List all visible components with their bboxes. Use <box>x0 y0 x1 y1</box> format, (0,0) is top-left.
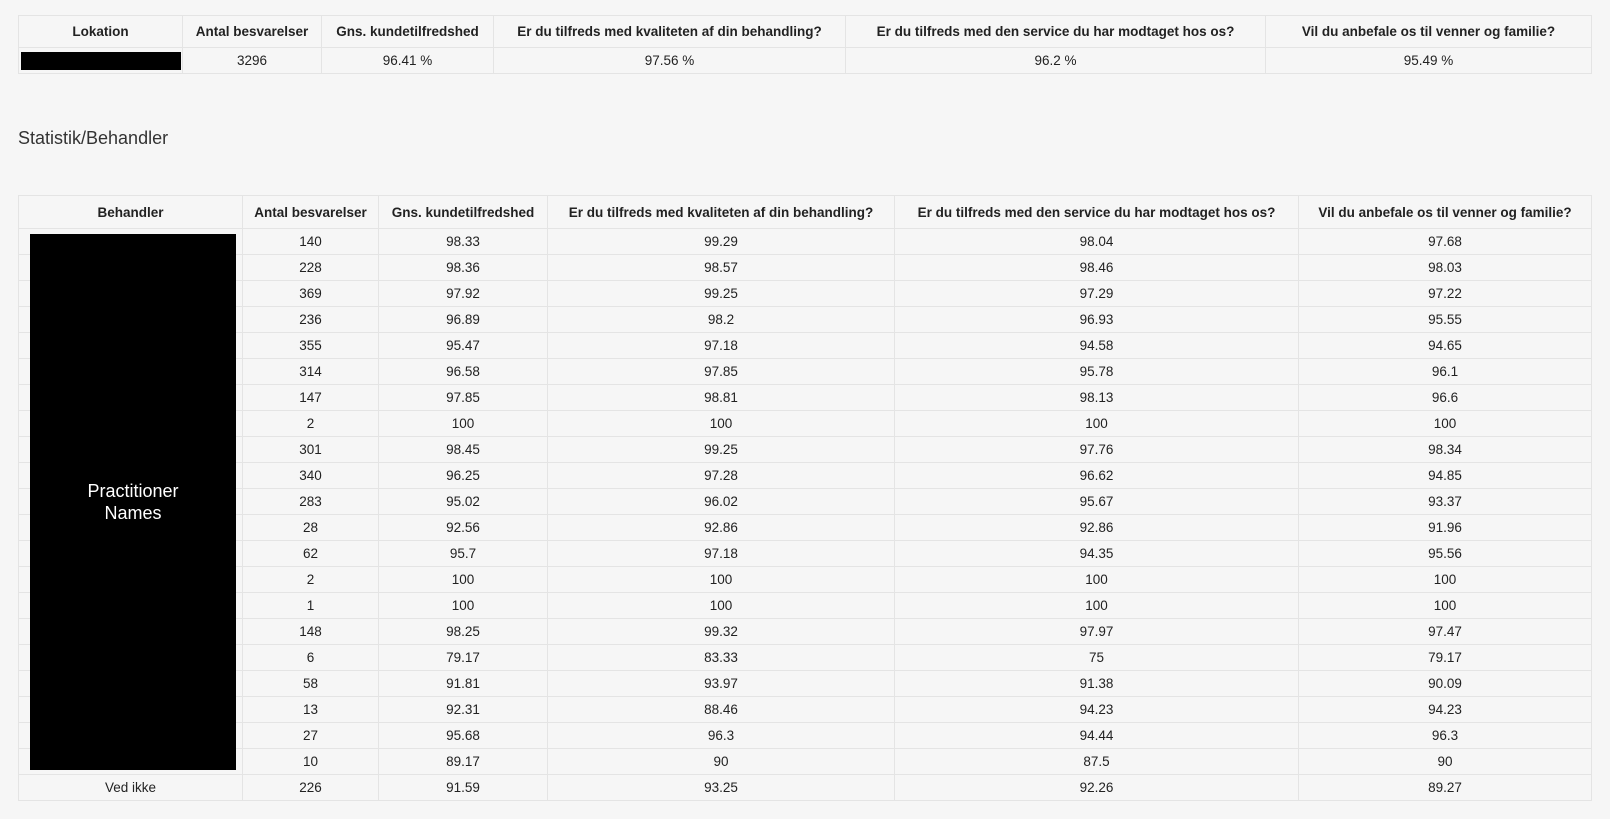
cell-responses: 6 <box>243 645 379 671</box>
header-gns-kundetilfredshed[interactable]: Gns. kundetilfredshed <box>379 196 548 229</box>
header-behandler[interactable]: Behandler <box>19 196 243 229</box>
cell-avg-satisfaction: 97.92 <box>379 281 548 307</box>
cell-avg-satisfaction: 89.17 <box>379 749 548 775</box>
location-responses: 3296 <box>183 48 322 74</box>
cell-responses: 147 <box>243 385 379 411</box>
section-title: Statistik/Behandler <box>18 128 169 148</box>
cell-service: 100 <box>895 411 1299 437</box>
table-row <box>19 749 1592 775</box>
cell-avg-satisfaction: 98.33 <box>379 229 548 255</box>
table-row <box>19 307 1592 333</box>
location-quality: 97.56 % <box>494 48 846 74</box>
location-table <box>18 15 1592 74</box>
cell-quality: 97.18 <box>548 333 895 359</box>
cell-avg-satisfaction: 95.02 <box>379 489 548 515</box>
cell-responses: 148 <box>243 619 379 645</box>
cell-recommend: 100 <box>1299 411 1592 437</box>
cell-quality: 99.25 <box>548 281 895 307</box>
cell-service: 97.29 <box>895 281 1299 307</box>
cell-avg-satisfaction: 100 <box>379 567 548 593</box>
cell-avg-satisfaction: 79.17 <box>379 645 548 671</box>
table-row <box>19 593 1592 619</box>
cell-responses: 355 <box>243 333 379 359</box>
cell-avg-satisfaction: 100 <box>379 411 548 437</box>
header-anbefale[interactable]: Vil du anbefale os til venner og familie? <box>1299 196 1592 229</box>
practitioner-table-body <box>19 229 1592 801</box>
cell-responses: 283 <box>243 489 379 515</box>
cell-avg-satisfaction: 92.31 <box>379 697 548 723</box>
cell-service: 98.46 <box>895 255 1299 281</box>
header-lokation[interactable]: Lokation <box>19 16 183 48</box>
cell-avg-satisfaction: 95.47 <box>379 333 548 359</box>
cell-responses: 58 <box>243 671 379 697</box>
header-antal-besvarelser[interactable]: Antal besvarelser <box>183 16 322 48</box>
cell-service: 94.58 <box>895 333 1299 359</box>
cell-service: 91.38 <box>895 671 1299 697</box>
cell-avg-satisfaction: 98.25 <box>379 619 548 645</box>
table-row <box>19 619 1592 645</box>
cell-recommend: 93.37 <box>1299 489 1592 515</box>
cell-quality: 100 <box>548 411 895 437</box>
cell-avg-satisfaction: 97.85 <box>379 385 548 411</box>
table-row <box>19 775 1592 801</box>
cell-service: 95.78 <box>895 359 1299 385</box>
cell-quality: 93.25 <box>548 775 895 801</box>
redacted-practitioner-names <box>30 234 236 770</box>
cell-recommend: 95.56 <box>1299 541 1592 567</box>
cell-service: 94.44 <box>895 723 1299 749</box>
cell-responses: 13 <box>243 697 379 723</box>
cell-quality: 97.85 <box>548 359 895 385</box>
cell-responses: 226 <box>243 775 379 801</box>
table-row <box>19 411 1592 437</box>
cell-avg-satisfaction: 95.68 <box>379 723 548 749</box>
cell-service: 97.76 <box>895 437 1299 463</box>
cell-recommend: 96.6 <box>1299 385 1592 411</box>
table-row <box>19 697 1592 723</box>
cell-quality: 98.81 <box>548 385 895 411</box>
cell-recommend: 97.22 <box>1299 281 1592 307</box>
cell-recommend: 79.17 <box>1299 645 1592 671</box>
header-anbefale[interactable]: Vil du anbefale os til venner og familie? <box>1266 16 1592 48</box>
cell-responses: 369 <box>243 281 379 307</box>
cell-service: 75 <box>895 645 1299 671</box>
cell-quality: 99.32 <box>548 619 895 645</box>
cell-service: 92.86 <box>895 515 1299 541</box>
cell-recommend: 94.23 <box>1299 697 1592 723</box>
cell-quality: 99.25 <box>548 437 895 463</box>
table-row <box>19 645 1592 671</box>
location-service: 96.2 % <box>846 48 1266 74</box>
table-row <box>19 515 1592 541</box>
cell-recommend: 95.55 <box>1299 307 1592 333</box>
location-recommend: 95.49 % <box>1266 48 1592 74</box>
cell-avg-satisfaction: 100 <box>379 593 548 619</box>
cell-recommend: 94.85 <box>1299 463 1592 489</box>
location-row <box>19 48 1592 74</box>
cell-service: 98.04 <box>895 229 1299 255</box>
cell-responses: 27 <box>243 723 379 749</box>
cell-quality: 90 <box>548 749 895 775</box>
cell-avg-satisfaction: 98.45 <box>379 437 548 463</box>
cell-responses: 140 <box>243 229 379 255</box>
cell-quality: 93.97 <box>548 671 895 697</box>
cell-avg-satisfaction: 96.25 <box>379 463 548 489</box>
cell-quality: 100 <box>548 567 895 593</box>
cell-recommend: 90 <box>1299 749 1592 775</box>
table-row <box>19 567 1592 593</box>
cell-responses: 28 <box>243 515 379 541</box>
cell-service: 95.67 <box>895 489 1299 515</box>
cell-quality: 98.2 <box>548 307 895 333</box>
header-gns-kundetilfredshed[interactable]: Gns. kundetilfredshed <box>322 16 494 48</box>
cell-recommend: 97.68 <box>1299 229 1592 255</box>
table-row <box>19 359 1592 385</box>
cell-quality: 96.3 <box>548 723 895 749</box>
cell-avg-satisfaction: 92.56 <box>379 515 548 541</box>
cell-recommend: 97.47 <box>1299 619 1592 645</box>
cell-quality: 99.29 <box>548 229 895 255</box>
cell-quality: 100 <box>548 593 895 619</box>
cell-quality: 88.46 <box>548 697 895 723</box>
cell-recommend: 96.3 <box>1299 723 1592 749</box>
redaction-label: Practitioner Names <box>87 481 179 523</box>
header-antal-besvarelser[interactable]: Antal besvarelser <box>243 196 379 229</box>
redacted-location-name <box>21 52 181 70</box>
cell-service: 97.97 <box>895 619 1299 645</box>
cell-recommend: 91.96 <box>1299 515 1592 541</box>
cell-service: 100 <box>895 593 1299 619</box>
header-service[interactable]: Er du tilfreds med den service du har modtaget hos os? <box>895 196 1299 229</box>
practitioner-header-row <box>19 196 1592 229</box>
location-avg-satisfaction: 96.41 % <box>322 48 494 74</box>
cell-quality: 97.18 <box>548 541 895 567</box>
table-row <box>19 489 1592 515</box>
cell-avg-satisfaction: 96.58 <box>379 359 548 385</box>
cell-responses: 301 <box>243 437 379 463</box>
cell-practitioner-name: Ved ikke <box>19 775 243 801</box>
cell-recommend: 94.65 <box>1299 333 1592 359</box>
cell-avg-satisfaction: 91.59 <box>379 775 548 801</box>
cell-service: 92.26 <box>895 775 1299 801</box>
cell-recommend: 98.34 <box>1299 437 1592 463</box>
cell-responses: 1 <box>243 593 379 619</box>
cell-avg-satisfaction: 91.81 <box>379 671 548 697</box>
header-service[interactable]: Er du tilfreds med den service du har modtaget hos os? <box>846 16 1266 48</box>
cell-responses: 10 <box>243 749 379 775</box>
location-header-row <box>19 16 1592 48</box>
table-row <box>19 463 1592 489</box>
cell-service: 96.93 <box>895 307 1299 333</box>
cell-quality: 97.28 <box>548 463 895 489</box>
cell-recommend: 89.27 <box>1299 775 1592 801</box>
cell-recommend: 98.03 <box>1299 255 1592 281</box>
practitioner-table <box>18 195 1592 801</box>
cell-responses: 2 <box>243 567 379 593</box>
cell-recommend: 100 <box>1299 593 1592 619</box>
cell-recommend: 100 <box>1299 567 1592 593</box>
cell-quality: 98.57 <box>548 255 895 281</box>
cell-avg-satisfaction: 98.36 <box>379 255 548 281</box>
table-row <box>19 229 1592 255</box>
cell-service: 94.35 <box>895 541 1299 567</box>
cell-responses: 314 <box>243 359 379 385</box>
cell-responses: 62 <box>243 541 379 567</box>
cell-quality: 92.86 <box>548 515 895 541</box>
table-row <box>19 333 1592 359</box>
cell-responses: 236 <box>243 307 379 333</box>
cell-responses: 2 <box>243 411 379 437</box>
table-row <box>19 723 1592 749</box>
cell-recommend: 90.09 <box>1299 671 1592 697</box>
cell-service: 94.23 <box>895 697 1299 723</box>
table-row <box>19 671 1592 697</box>
cell-service: 100 <box>895 567 1299 593</box>
location-name-cell <box>19 48 183 74</box>
cell-responses: 228 <box>243 255 379 281</box>
cell-recommend: 96.1 <box>1299 359 1592 385</box>
cell-avg-satisfaction: 95.7 <box>379 541 548 567</box>
header-kvalitet[interactable]: Er du tilfreds med kvaliteten af din behandling? <box>548 196 895 229</box>
cell-quality: 96.02 <box>548 489 895 515</box>
cell-service: 87.5 <box>895 749 1299 775</box>
cell-quality: 83.33 <box>548 645 895 671</box>
cell-service: 98.13 <box>895 385 1299 411</box>
table-row <box>19 385 1592 411</box>
cell-service: 96.62 <box>895 463 1299 489</box>
table-row <box>19 541 1592 567</box>
table-row <box>19 255 1592 281</box>
table-row <box>19 281 1592 307</box>
table-row <box>19 437 1592 463</box>
cell-responses: 340 <box>243 463 379 489</box>
header-kvalitet[interactable]: Er du tilfreds med kvaliteten af din behandling? <box>494 16 846 48</box>
cell-avg-satisfaction: 96.89 <box>379 307 548 333</box>
